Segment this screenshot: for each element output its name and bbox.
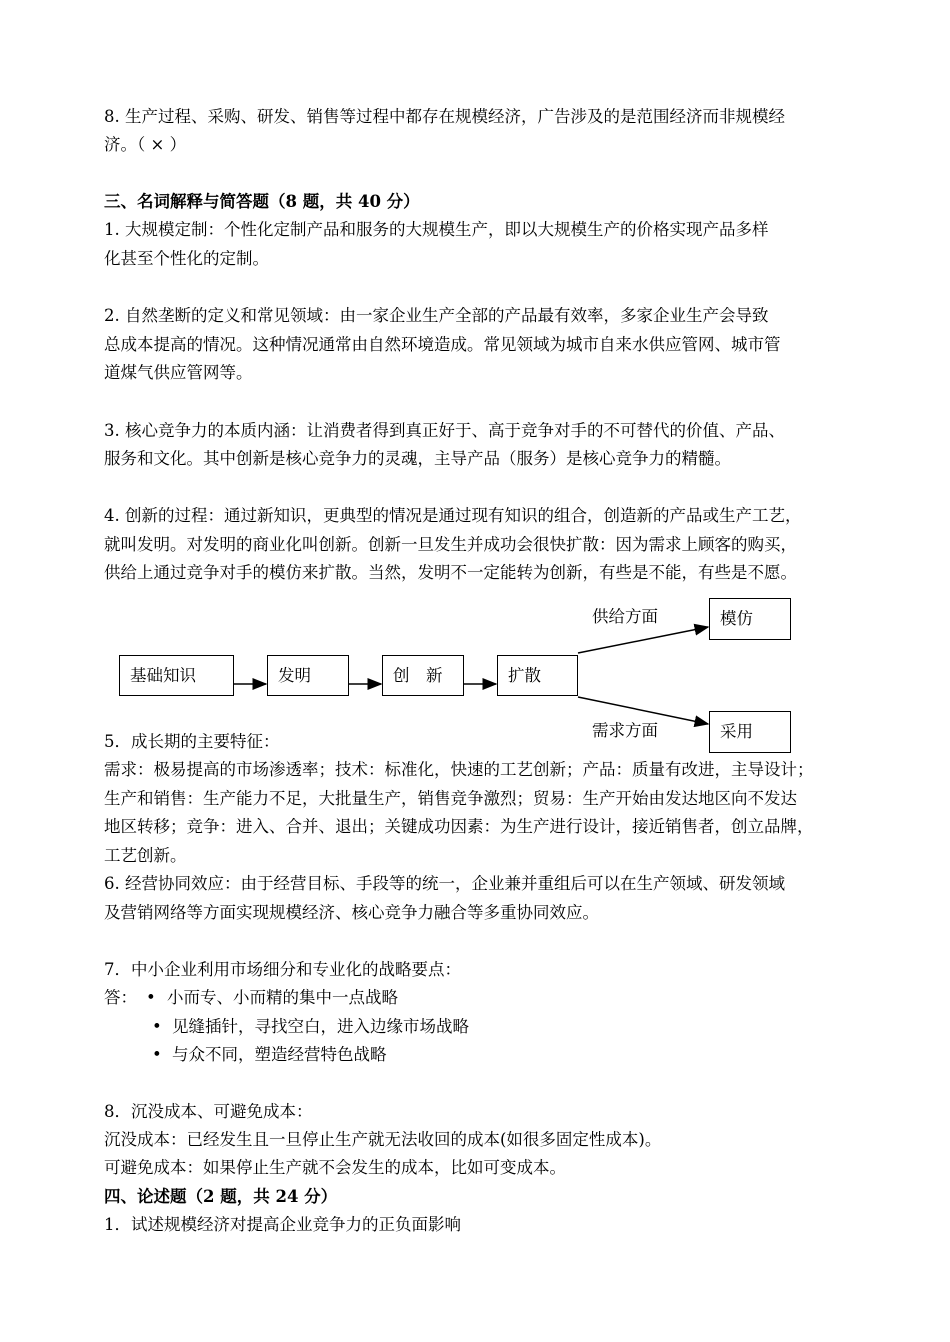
- text-line: 4. 创新的过程：通过新知识，更典型的情况是通过现有知识的组合，创造新的产品或生产工艺，: [104, 506, 802, 525]
- text-line: 8. 生产过程、采购、研发、销售等过程中都存在规模经济，广告涉及的是范围经济而非规模经: [104, 107, 785, 126]
- arrow-diffusion-to-imitation: [578, 627, 708, 653]
- text-line: 化甚至个性化的定制。: [104, 249, 269, 268]
- bullet-item: 与众不同，塑造经营特色战略: [172, 1045, 387, 1064]
- text-line: 就叫发明。对发明的商业化叫创新。创新一旦发生并成功会很快扩散：因为需求上顾客的购买，: [104, 535, 797, 554]
- bullet-icon: •: [146, 988, 156, 1007]
- text-line: 3. 核心竞争力的本质内涵：让消费者得到真正好于、高于竞争对手的不可替代的价值、产品、: [104, 421, 785, 440]
- text-line: 生产和销售：生产能力不足，大批量生产，销售竞争激烈；贸易：生产开始由发达地区向不发达: [104, 789, 797, 808]
- box-diffusion: 扩散: [497, 655, 578, 696]
- text-line: 6. 经营协同效应：由于经营目标、手段等的统一，企业兼并重组后可以在生产领域、研发领域: [104, 874, 785, 893]
- box-innovation: 创 新: [382, 655, 464, 696]
- essay-question-1: 1．试述规模经济对提高企业竞争力的正负面影响: [104, 1215, 461, 1234]
- text-line: 5．成长期的主要特征：: [104, 732, 280, 751]
- bullet-icon: •: [152, 1045, 162, 1064]
- text-line: 8．沉没成本、可避免成本：: [104, 1102, 313, 1121]
- text-line: 供给上通过竞争对手的模仿来扩散。当然，发明不一定能转为创新，有些是不能，有些是不愿。: [104, 563, 797, 582]
- box-imitation: 模仿: [709, 598, 791, 640]
- box-basic-knowledge: 基础知识: [119, 655, 234, 696]
- label-supply-side: 供给方面: [592, 607, 658, 626]
- text-line: 可避免成本：如果停止生产就不会发生的成本，比如可变成本。: [104, 1158, 566, 1177]
- text-line: 需求：极易提高的市场渗透率；技术：标准化，快速的工艺创新；产品：质量有改进，主导设计；: [104, 760, 814, 779]
- section-3-heading: 三、名词解释与简答题（8 题，共 40 分）: [104, 192, 420, 211]
- section-4-heading: 四、论述题（2 题，共 24 分）: [104, 1187, 338, 1206]
- label-demand-side: 需求方面: [592, 721, 658, 740]
- text-line: 1. 大规模定制：个性化定制产品和服务的大规模生产，即以大规模生产的价格实现产品多样: [104, 220, 769, 239]
- text-line: 沉没成本：已经发生且一旦停止生产就无法收回的成本(如很多固定性成本)。: [104, 1130, 662, 1149]
- text-line: 服务和文化。其中创新是核心竞争力的灵魂，主导产品（服务）是核心竞争力的精髓。: [104, 449, 731, 468]
- text-line: 7．中小企业利用市场细分和专业化的战略要点：: [104, 960, 461, 979]
- bullet-item: 小而专、小而精的集中一点战略: [167, 988, 398, 1007]
- bullet-item: 见缝插针，寻找空白，进入边缘市场战略: [172, 1017, 469, 1036]
- text-line: 地区转移；竞争：进入、合并、退出；关键成功因素：为生产进行设计，接近销售者，创立品牌，: [104, 817, 814, 836]
- text-line: 道煤气供应管网等。: [104, 363, 253, 382]
- bullet-icon: •: [152, 1017, 162, 1036]
- box-invention: 发明: [267, 655, 349, 696]
- text-line: 2. 自然垄断的定义和常见领域：由一家企业生产全部的产品最有效率，多家企业生产会导致: [104, 306, 769, 325]
- text-line: 及营销网络等方面实现规模经济、核心竞争力融合等多重协同效应。: [104, 903, 599, 922]
- text-line: 总成本提高的情况。这种情况通常由自然环境造成。常见领域为城市自来水供应管网、城市管: [104, 335, 781, 354]
- text-line: 济。（ × ）: [104, 135, 187, 154]
- box-adoption: 采用: [709, 711, 791, 753]
- answer-prefix: 答：: [104, 988, 137, 1007]
- text-line: 工艺创新。: [104, 846, 187, 865]
